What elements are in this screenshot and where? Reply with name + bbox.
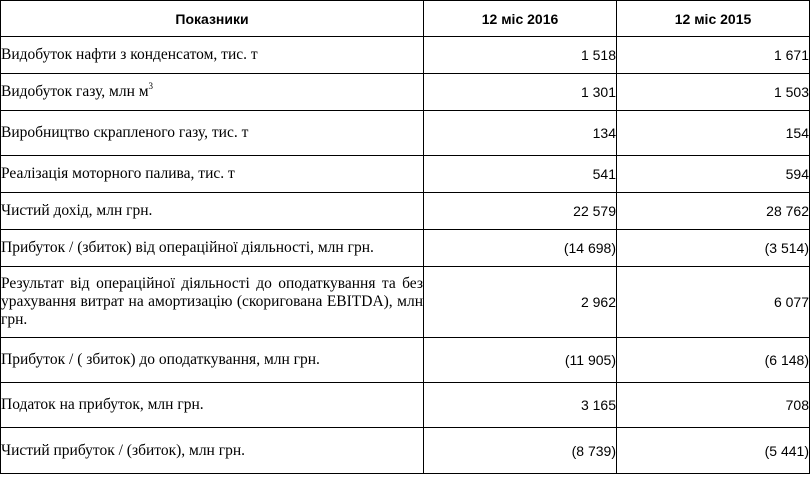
row-value-2016: (14 698)	[424, 230, 617, 267]
row-label: Видобуток нафти з конденсатом, тис. т	[1, 37, 424, 74]
unit-superscript: 3	[148, 80, 154, 91]
row-value-2016: 541	[424, 156, 617, 193]
table-row	[1, 37, 810, 74]
table-row	[1, 338, 810, 383]
row-value-2016: (8 739)	[424, 428, 617, 474]
table-row	[1, 111, 810, 156]
table-row	[1, 74, 810, 111]
row-value-2015: (6 148)	[617, 338, 810, 383]
row-value-2015: (3 514)	[617, 230, 810, 267]
row-value-2015: 28 762	[617, 193, 810, 230]
row-label: Чистий прибуток / (збиток), млн грн.	[1, 428, 424, 474]
row-label: Прибуток / ( збиток) до оподаткування, млн грн.	[1, 338, 424, 383]
row-label	[1, 74, 424, 111]
row-label: Чистий дохід, млн грн.	[1, 193, 424, 230]
row-value-2015: 594	[617, 156, 810, 193]
row-value-2016: 134	[424, 111, 617, 156]
row-label: Виробництво скрапленого газу, тис. т	[1, 111, 424, 156]
row-label: Податок на прибуток, млн грн.	[1, 383, 424, 428]
table-row	[1, 230, 810, 267]
row-value-2015: 1 671	[617, 37, 810, 74]
row-value-2016: 3 165	[424, 383, 617, 428]
table-row	[1, 193, 810, 230]
row-value-2015: 6 077	[617, 267, 810, 338]
row-value-2016: (11 905)	[424, 338, 617, 383]
table-row	[1, 267, 810, 338]
row-value-2016: 2 962	[424, 267, 617, 338]
table-row	[1, 156, 810, 193]
row-value-2015: 154	[617, 111, 810, 156]
row-label: Результат від операційної діяльності до оподаткування та без урахування витрат на амортизацію (скоригована EBITDA), млн грн.	[1, 267, 424, 338]
row-value-2016: 1 301	[424, 74, 617, 111]
row-value-2016: 1 518	[424, 37, 617, 74]
row-value-2015: 1 503	[617, 74, 810, 111]
row-value-2015: (5 441)	[617, 428, 810, 474]
row-label: Прибуток / (збиток) від операційної діяльності, млн грн.	[1, 230, 424, 267]
table-row	[1, 383, 810, 428]
row-label: Реалізація моторного палива, тис. т	[1, 156, 424, 193]
row-value-2015: 708	[617, 383, 810, 428]
row-label-text: Видобуток газу, млн м	[1, 83, 149, 100]
table-row	[1, 428, 810, 474]
header-indicator: Показники	[1, 1, 424, 37]
header-2016: 12 міс 2016	[424, 1, 617, 37]
header-2015: 12 міс 2015	[617, 1, 810, 37]
table-header-row	[1, 1, 810, 37]
row-value-2016: 22 579	[424, 193, 617, 230]
